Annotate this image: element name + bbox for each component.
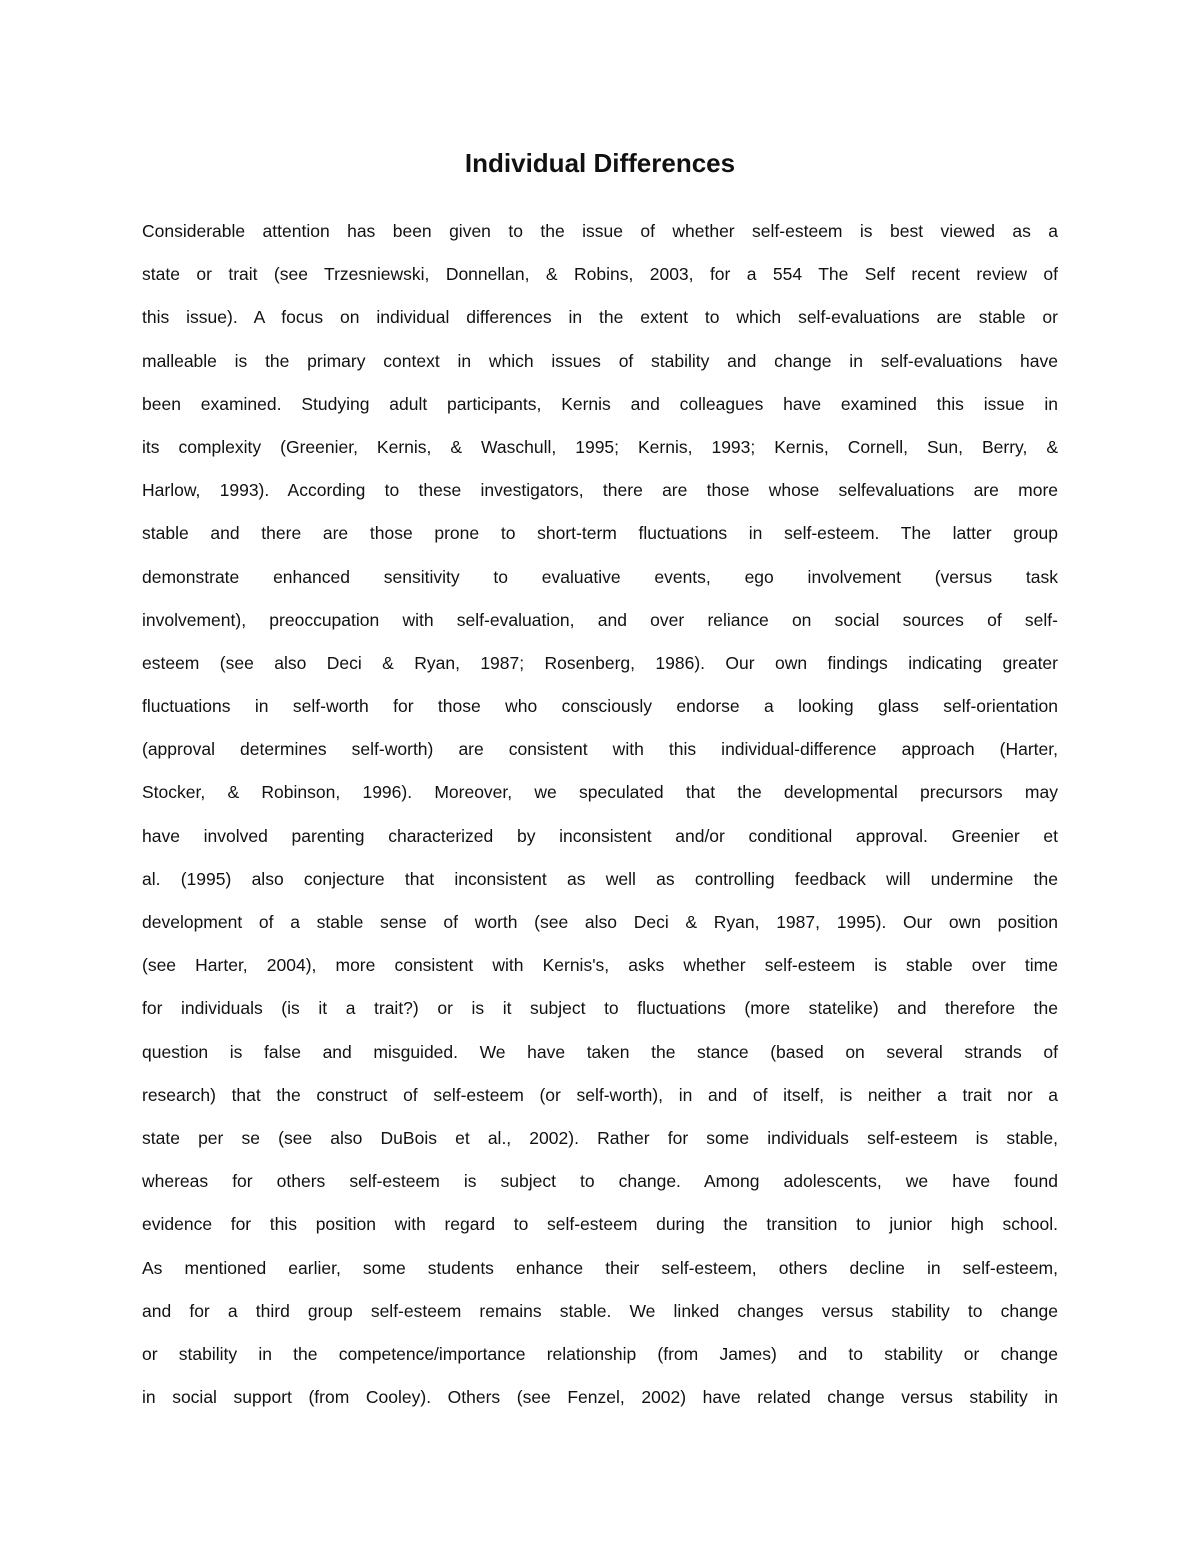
paragraph-line: involvement), preoccupation with self-evaluation, and over reliance on social sources of self-: [142, 609, 1058, 630]
paragraph-line: and for a third group self-esteem remains stable. We linked changes versus stability to change: [142, 1300, 1058, 1321]
paragraph-line: have involved parenting characterized by inconsistent and/or conditional approval. Greenier et: [142, 825, 1058, 846]
paragraph-line: fluctuations in self-worth for those who consciously endorse a looking glass self-orientation: [142, 696, 1058, 717]
paragraph-line: stable and there are those prone to short-term fluctuations in self-esteem. The latter group: [142, 523, 1058, 544]
paragraph-line: research) that the construct of self-esteem (or self-worth), in and of itself, is neither a trait nor a: [142, 1084, 1058, 1105]
paragraph-line: demonstrate enhanced sensitivity to evaluative events, ego involvement (versus task: [142, 566, 1058, 587]
page-title: Individual Differences: [464, 148, 736, 178]
paragraph-line: development of a stable sense of worth (see also Deci & Ryan, 1987, 1995). Our own position: [142, 912, 1058, 932]
paragraph-line: or stability in the competence/importance relationship (from James) and to stability or change: [142, 1343, 1058, 1364]
body-paragraph: [142, 210, 1058, 1419]
paragraph-line: (approval determines self-worth) are consistent with this individual-difference approach (Harter,: [142, 739, 1058, 760]
paragraph-line: al. (1995) also conjecture that inconsistent as well as controlling feedback will undermine the: [142, 868, 1058, 889]
paragraph-line: state or trait (see Trzesniewski, Donnellan, & Robins, 2003, for a 554 The Self recent review of: [142, 264, 1058, 285]
paragraph-line: Harlow, 1993). According to these investigators, there are those whose selfevaluations are more: [142, 480, 1058, 501]
paragraph-line: As mentioned earlier, some students enhance their self-esteem, others decline in self-esteem,: [142, 1257, 1058, 1278]
paragraph-line: its complexity (Greenier, Kernis, & Waschull, 1995; Kernis, 1993; Kernis, Cornell, Sun, Berry, &: [142, 436, 1058, 457]
paragraph-line: malleable is the primary context in which issues of stability and change in self-evaluations have: [142, 350, 1058, 371]
paragraph-line: question is false and misguided. We have taken the stance (based on several strands of: [142, 1041, 1058, 1062]
paragraph-line: this issue). A focus on individual differences in the extent to which self-evaluations are stable or: [142, 307, 1058, 328]
paragraph-line: esteem (see also Deci & Ryan, 1987; Rosenberg, 1986). Our own findings indicating greater: [142, 652, 1058, 673]
paragraph-line: whereas for others self-esteem is subject to change. Among adolescents, we have found: [142, 1171, 1058, 1192]
paragraph-line: been examined. Studying adult participants, Kernis and colleagues have examined this issue in: [142, 393, 1058, 414]
paragraph-line: Considerable attention has been given to the issue of whether self-esteem is best viewed as a: [142, 221, 1058, 241]
paragraph-line: (see Harter, 2004), more consistent with Kernis's, asks whether self-esteem is stable over time: [142, 955, 1058, 976]
paragraph-line: Stocker, & Robinson, 1996). Moreover, we speculated that the developmental precursors may: [142, 782, 1058, 803]
paragraph-line: state per se (see also DuBois et al., 2002). Rather for some individuals self-esteem is stable,: [142, 1127, 1058, 1148]
paragraph-line: for individuals (is it a trait?) or is it subject to fluctuations (more statelike) and therefore the: [142, 998, 1058, 1019]
paragraph-line: in social support (from Cooley). Others (see Fenzel, 2002) have related change versus stability in: [142, 1387, 1058, 1408]
paragraph-line: evidence for this position with regard to self-esteem during the transition to junior high school.: [142, 1214, 1058, 1235]
